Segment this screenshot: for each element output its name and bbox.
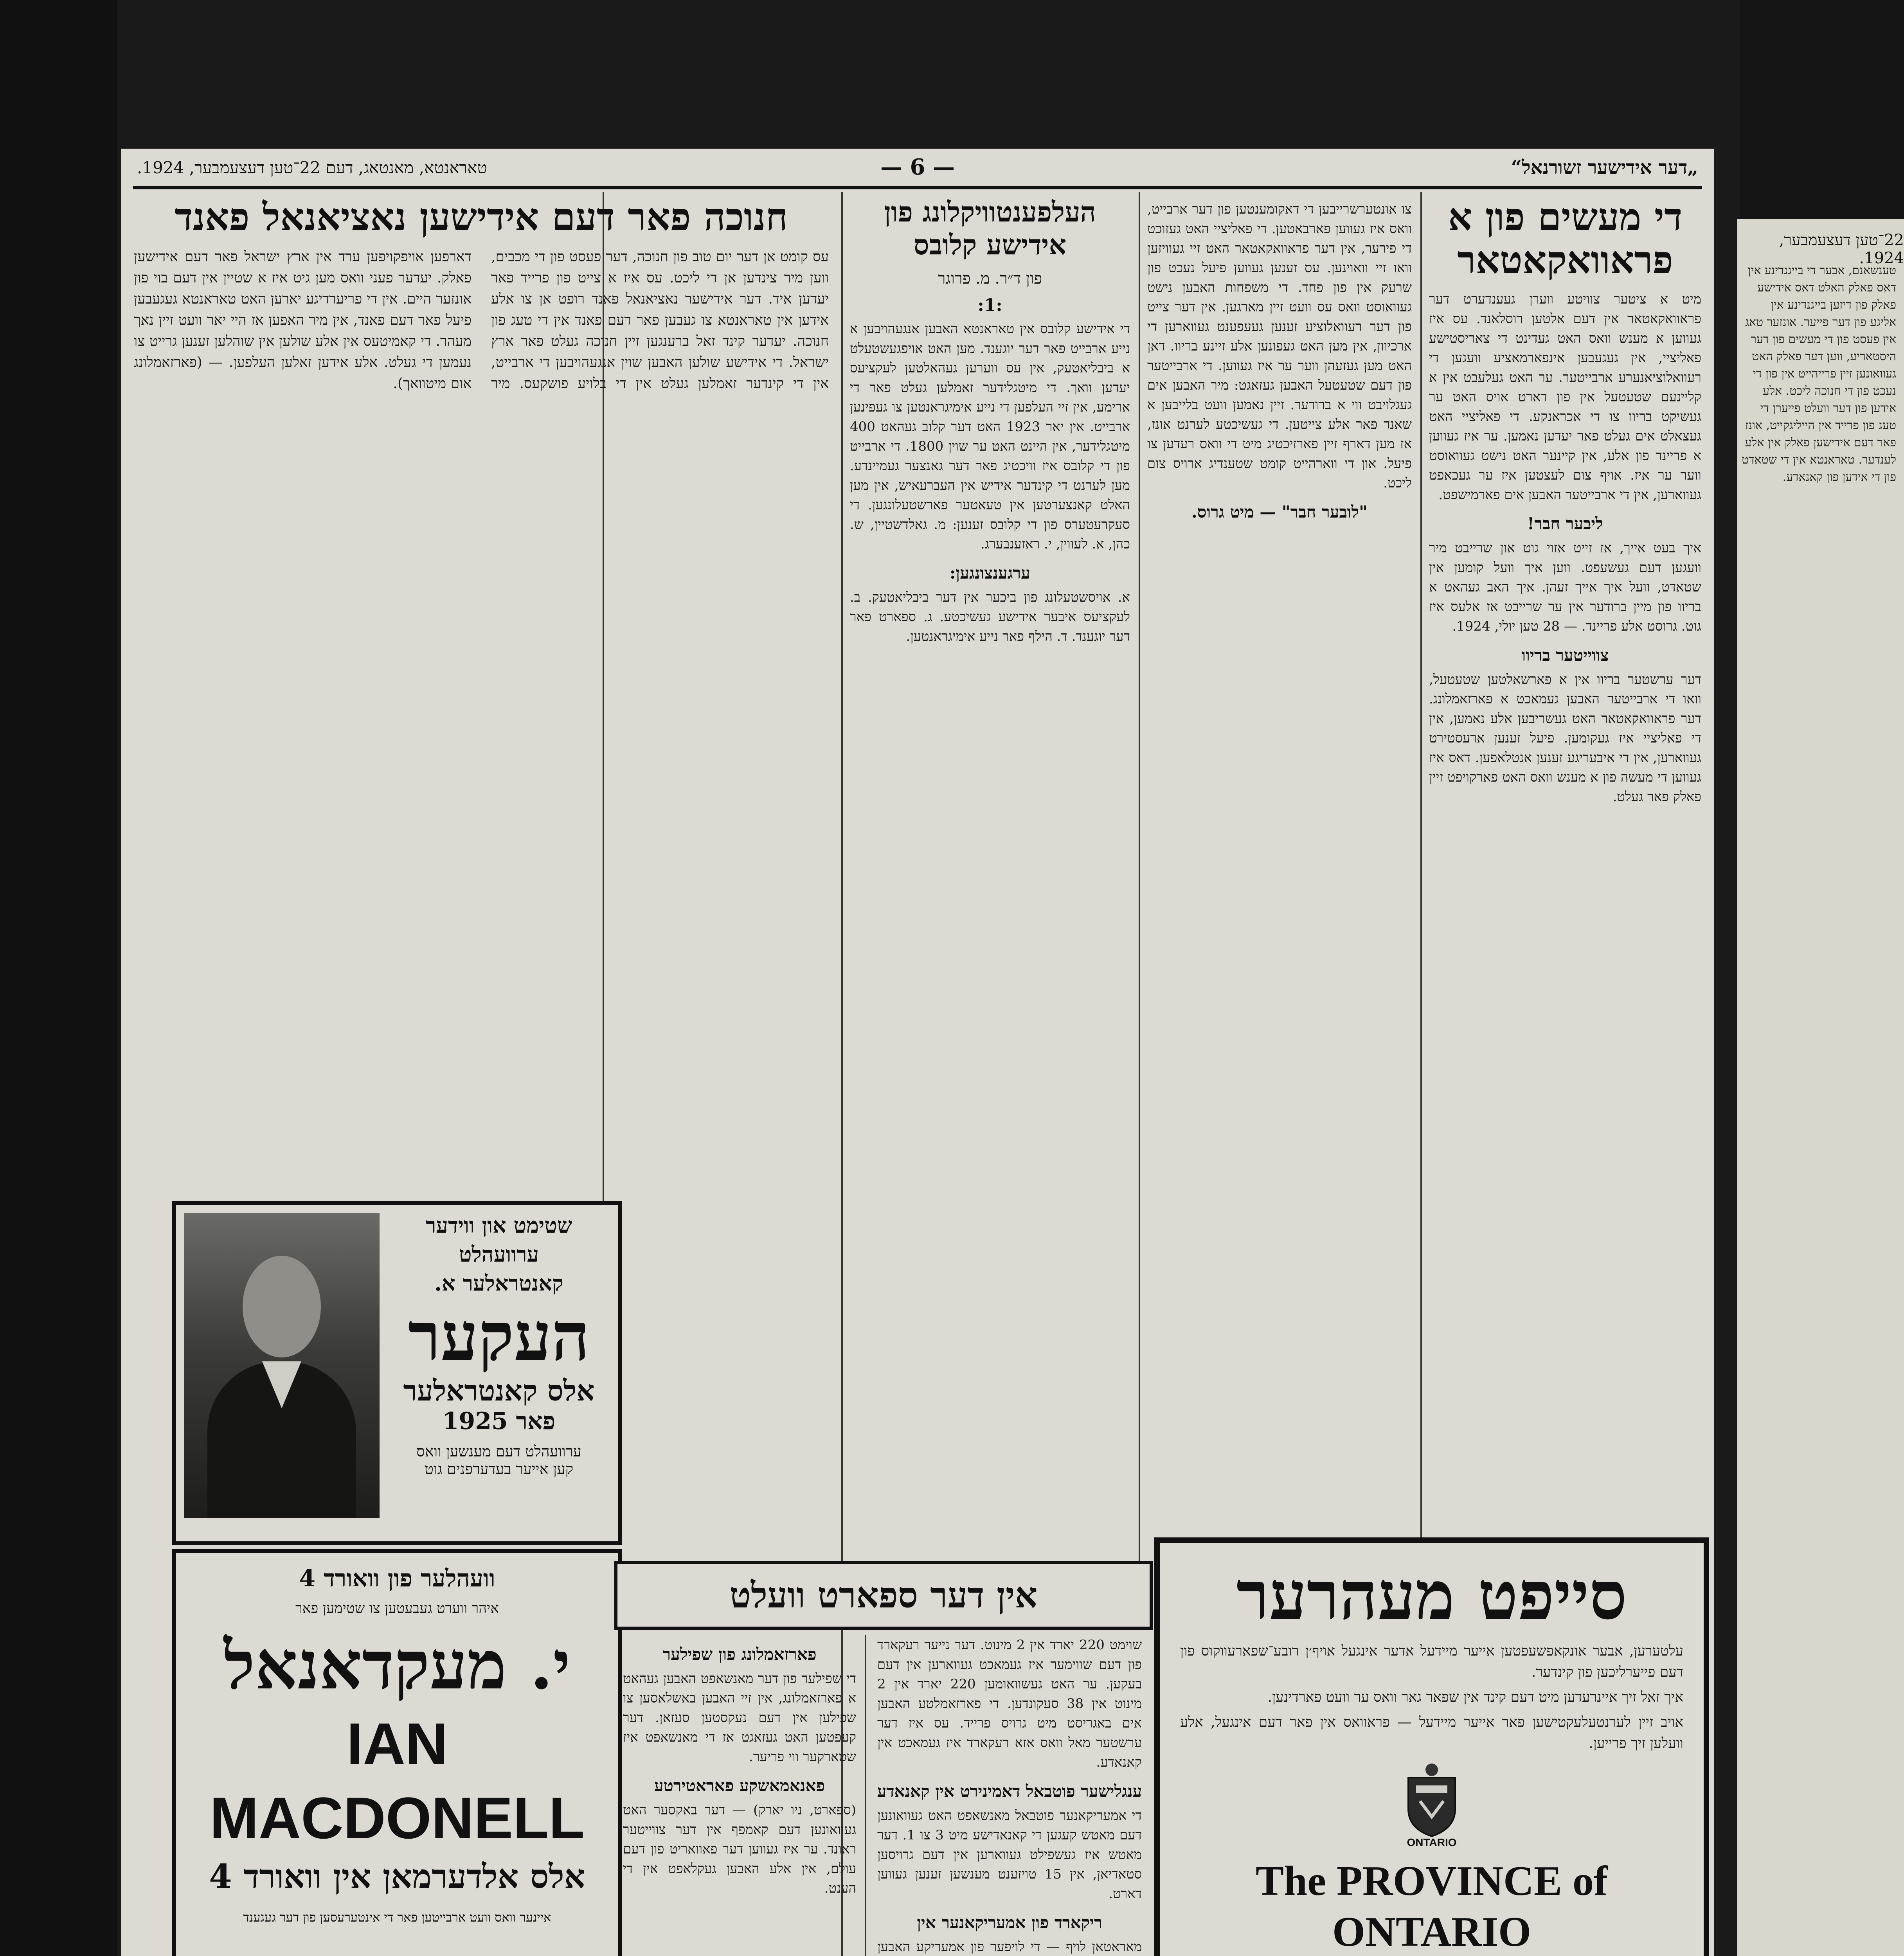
ad-line: איינער וואס וועט ארבייטען פאר די אינטערעסען פון דער געגענד (243, 1910, 551, 1925)
article-body: עס קומט אן דער יום טוב פון חנוכה, דער פעסט פון די מכבים, ווען מיר צינדען אן די ליכט. עס איז א צייט פון פרייד פאר יעדען איד. דער אידישער נאציאנאל פאנד רופט אן צו אלע אידען אין טאראנטא צו געבען פאר דעם פאנד אין די טעג פון חנוכה. יעדער קינד זאל ברענגען זיין חנוכה געלט פאר ארץ ישראל. די אידישע שולען האבען שוין אנגעהויבען די ארבייט, אין די קינדער זאמלען געלט אין די בלויע פושקעס. מיר דארפען אויפקויפען ערד אין ארץ ישראל פאר דעם אידישען פאלק. יעדער פעני וואס מען גיט איז א שטיין אין דעם בוי פון אונזער היים. אין די פריערדיגע יארען האט טאראנטא געגעבען פיעל פאר דעם פאנד, אין מיר האפען אז היי יאר וועט זיין נאך מעהר. די קאמיטעס אין אלע שולען אין שוהלען זענען גרייט צו נעמען די געלט. אלע אידען זאלען העלפען. — (פארזאמלונג אום מיטוואך). (134, 249, 829, 392)
paper-name: „דער אידישער זשורנאל“ (1511, 156, 1698, 178)
ad-text: אויב זיין לערנטעלעקטישען פאר אייער מיידעל — פראוואס אין פאר דעם אינגעל, אלע וועלען זיך פרייען. (1180, 1714, 1683, 1751)
letter-title: ליבער חבר! (1527, 514, 1603, 533)
ad-line: וועהלער פון וואורד 4 (299, 1565, 495, 1592)
adjacent-page (1737, 219, 1904, 1956)
office-title-english: The PROVINCE of ONTARIO (1255, 1858, 1608, 1955)
article-clubs (845, 192, 1135, 1428)
article-continuation (1143, 192, 1416, 1569)
ad-line: ערוועהלט דעם מענשען וואס (416, 1443, 581, 1460)
sport-section-title: אין דער ספארט וועלט (729, 1575, 1038, 1616)
sport-article-title: פאנאמאשקע פאראטירטע (654, 1776, 825, 1795)
scan-border-left (0, 0, 117, 1956)
signature: "לובער חבר" — מיט גרוס. (1191, 502, 1368, 521)
candidate-name: העקער (408, 1298, 590, 1376)
article-chanukah-fund (129, 192, 833, 1201)
second-letter-body: דער ערשטער בריוו אין א פארשאלטען שטעטעל, וואו די ארבייטער האבען געמאכט א פארזאמלונג. דער פראוואקאטאר האט געשריבען אלע נאמען, אין די פאליציי איז געקומען. פיעל זענען ארעסטירט געווארען, אין די איבעריגע זענען אנטלאפען. דאס איז געווען די מעשה פון א מענש וואס האט פארקויפט זיין פאלק פאר געלט. (1429, 672, 1701, 805)
adjacent-page-date: 22־טען דעצעמבער, 1924. (1779, 231, 1904, 267)
article-headline: חנוכה פאר דעם אידישען נאציאנאל פאנד (175, 195, 788, 239)
ad-title: סייפט מעהרער (1236, 1557, 1627, 1635)
sport-article: מאראטאן לויף — די לויפער פון אמעריקע האבען (877, 1939, 1142, 1955)
ad-line: שטימט און ווידער (425, 1213, 572, 1238)
sport-article-title: ענגלישער פוטבאל דאמינירט אין קאנאדע (877, 1782, 1142, 1801)
column-rule (1139, 192, 1140, 1569)
candidate-name-yiddish: י. מעקדאנאל (224, 1626, 570, 1704)
section-number: :1: (977, 295, 1002, 315)
portrait-photo-icon (184, 1213, 380, 1518)
section-title: ערגענצונגען: (950, 563, 1030, 582)
newspaper-page (121, 149, 1714, 1956)
column-rule (1420, 192, 1422, 1569)
article-body: מיט א ציטער צוויטע ווערן געענדערט דער פראוואקאטאר אין דעם אלטען רוסלאנד. עס איז געווען א מענש וואס האט געדינט די צאריסטישע פאליציי, אין געגעבען אינפארמאציע וועגען די רעוואלוציאנערע ארבייטער. ער האט געלעבט אין א קליינעם שטעטעל אין פון דארט אויס האט ער געשיקט בריוו צו די אכראנקע. די פאליציי האט געצאלט אים געלט פאר יעדען נאמען. ער איז געווען א פריינד פון אלע, אין קיינער האט נישט געוואוסט ווער ער איז. אויף צום לעצטען איז ער געכאפט געווארען, אין די ארבייטער האבען אים פארמישפט. (1429, 291, 1701, 503)
crest-area (1160, 1758, 1704, 1848)
ontario-crest-icon (1400, 1762, 1463, 1840)
ad-ontario-savings (1154, 1537, 1709, 1956)
candidate-name-english: IAN MACDONELL (209, 1711, 585, 1851)
ad-line: פאר 1925 (442, 1408, 556, 1435)
sport-article-title: ריקארד פון אמעריקאנער אין (917, 1913, 1102, 1932)
article-body: די אידישע קלובס אין טאראנטא האבען אנגעהויבען א נייע ארבייט פאר דער יוגענד. מען האט אויפגעשטעלט א ביבליאטעק, אין עס ווערען געהאלטען לעקציעס יעדען וואך. די מיטגלידער זאמלען געלט פאר די ארימע, אין זיי העלפען די נייע אימיגראנטען צו געפינען ארבייט. אין יאר 1923 האט דער קלוב געהאט 400 מיטגלידער, אין היינט האט ער שוין 1800. די ארבייט פון די קלובס איז וויכטיג פאר דער גאנצער געמיינדע. מען לערנט די קינדער אידיש אין העברעאיש, אין מען האלט קאנצערטען אין טעאטער פארשטעלונגען. די סעקרעטערס פון די קלובס זענען: מ. גאלדשטיין, ש. כהן, א. לעווין, י. ראזענבערג. (850, 321, 1130, 552)
sport-article-title: פארזאמלונג פון שפילער (662, 1645, 817, 1664)
second-letter-title: צווייטער בריוו (1521, 645, 1609, 665)
page-number: — 6 — (880, 154, 955, 180)
ad-line: ערוועהלט (459, 1242, 539, 1267)
article-headline: העלפענטוויקלונג פון אידישע קלובס (884, 196, 1096, 261)
sport-section-header (614, 1561, 1153, 1630)
article-body: צו אונטערשרייבען די דאקומענטען פון דער ארבייט, וואס איז געווען פארבאטען. די פאליציי האט געזוכט די פירער, אין דער פראוואקאטאר האט זיי געוויזען וואו זיי וואוינען. עס זענען געווען פיעל נעכט פון שרעק אין פון פחד. די משפחות האבען נישט געוואוסט וואס עס וועט זיין מארגען. אין דער צייט פון דער רעוואלוציע זענען געעפענט געווארען די ארכיוון, אין מען האט געפונען אלע זיינע בריוו. דאן האט מען געזעהן ווער ער איז געווען. די ארבייטער פון דעם שטעטעל האבען געזאגט: מיר האבען אים געגלויבט ווי א ברודער. זיין נאמען וועט בלייבען א שאנד פאר אלע צייטען. די געשיכטע לערנט אונז, אז מען דארף זיין פארזיכטיג מיט די וואס רעדען צו פיעל. און די ווארהייט קומט שטענדיג ארויס צום ליכט. (1147, 201, 1412, 491)
ad-line: קאנטראלער א. (434, 1271, 563, 1296)
sport-article: די שפילער פון דער מאנשאפט האבען געהאט א פארזאמלונג, אין זיי האבען באשלאסען צו שפילען אין דעם נעקסטען סעזאן. דער קעפטען האט געזאגט אז די מאנשאפט איז שטארקער ווי פריער. (623, 1671, 856, 1765)
ad-controller-hecker (172, 1201, 622, 1545)
ad-line: אלס קאנטראלער (403, 1374, 595, 1407)
ad-text: איך זאל זיך איינרעדען מיט דעם קינד אין שפאר גאר וואס ער וועט פארדינען. (1267, 1689, 1683, 1705)
column-rule (865, 1635, 866, 1956)
sport-article: די אמעריקאנער פוטבאל מאנשאפט האט געוואונען דעם מאטש קעגען די קאנאדישע מיט 3 צו 1. דער מאטש איז געשפילט געווארען אין דעם גרויסען סטאדיאן, אין 15 טויזענט מענשען זענען געווען דארט. (877, 1808, 1142, 1902)
sport-column-right (873, 1635, 1146, 1956)
ad-line: איהר ווערט געבעטען צו שטימען פאר (295, 1600, 499, 1616)
sport-column-left (618, 1635, 861, 1956)
article-byline: פון ד״ר. מ. פרוגר (938, 270, 1042, 288)
ad-text: עלטערען, אבער אונקאפשעפטען אייער מיידעל אדער אינגעל אויף׳ן רובע־שפארעווקוס פון דעם פייערליכען פון קינדער. (1180, 1643, 1683, 1680)
date-line: טאראנטא, מאנטאג, דעם 22־טען דעצעמבער, 1924. (137, 158, 487, 177)
ad-text-block (387, 1213, 610, 1478)
sport-article: שוימט 220 יארד אין 2 מינוט. דער נייער רעקארד פון דעם שווימער איז געמאכט געווארען אין דעם בעקען. ער האט געשוואומען 220 יארד אין 2 מינוט אין 38 סעקונדען. די פארזאמלטע האבען אים באגריסט מיט גרויס פרייד. עס איז דער ערשטער מאל וואס אזא רעקארד איז געמאכט אין קאנאדע. (877, 1637, 1142, 1770)
letter-body: איך בעט אייך, אז זייט אזוי גוט און שרייבט מיר וועגען דעם געשעפט. ווען איך וועל קומען אין שטאדט, וועל איך אייך זעהן. איך האב געהאט א בריוו פון מיין ברודער אין ער שרייבט אז אלעס איז גוט. גרוסט אלע פריינד. — 28 טען יולי, 1924. (1429, 540, 1701, 634)
adjacent-page-text: טענשאנם, אבער די בייגנדינע אין דאס פאלק האלט דאס אידישע פאלק פון דיזען בייגנדינע אין אליגע פון דער פייער. אונזער טאג אין פעסט פון די מעשים פון דער היסטאריע, ווען דער פאלק האט געוואונען זיין פרייהייט אין פון די נעכט פון די חנוכה ליכט. אלע אידען פון דער וועלט פייערן די טעג פון פרייד אין הייליגקייט, אונז פאר דעם אידישען פאלק אין אלע לענדער. טאראנטא אין די שטאדט פון די אידען פון קאנאדע. (1741, 264, 1896, 484)
ad-macdonell (172, 1549, 622, 1956)
ad-line: אלס אלדערמאן אין וואורד 4 (209, 1857, 585, 1896)
sport-article: (ספארט, ניו יארק) — דער באקסער האט געוואונען דעם קאמפף אין דער צווייטער ראונד. ער איז געווען דער פאוואריט פון דעם עולם, אין אלע האבען געקלאפט אין די הענט. (623, 1802, 856, 1896)
crest-label: ONTARIO (1407, 1836, 1457, 1848)
section-body: א. אויסשטעלונג פון ביכער אין דער ביבליאטעק. ב. לעקציעס איבער אידישע געשיכטע. ג. ספארט פאר דער יוגענד. ד. הילף פאר נייע אימיגראנטען. (850, 590, 1130, 644)
ad-line: קען אייער בעדערפנים גוט (424, 1460, 574, 1478)
masthead (121, 149, 1714, 184)
article-headline: די מעשים פון א פראוואקאטאר (1448, 195, 1683, 282)
masthead-rule (133, 186, 1702, 189)
article-provocateur (1424, 192, 1706, 1569)
